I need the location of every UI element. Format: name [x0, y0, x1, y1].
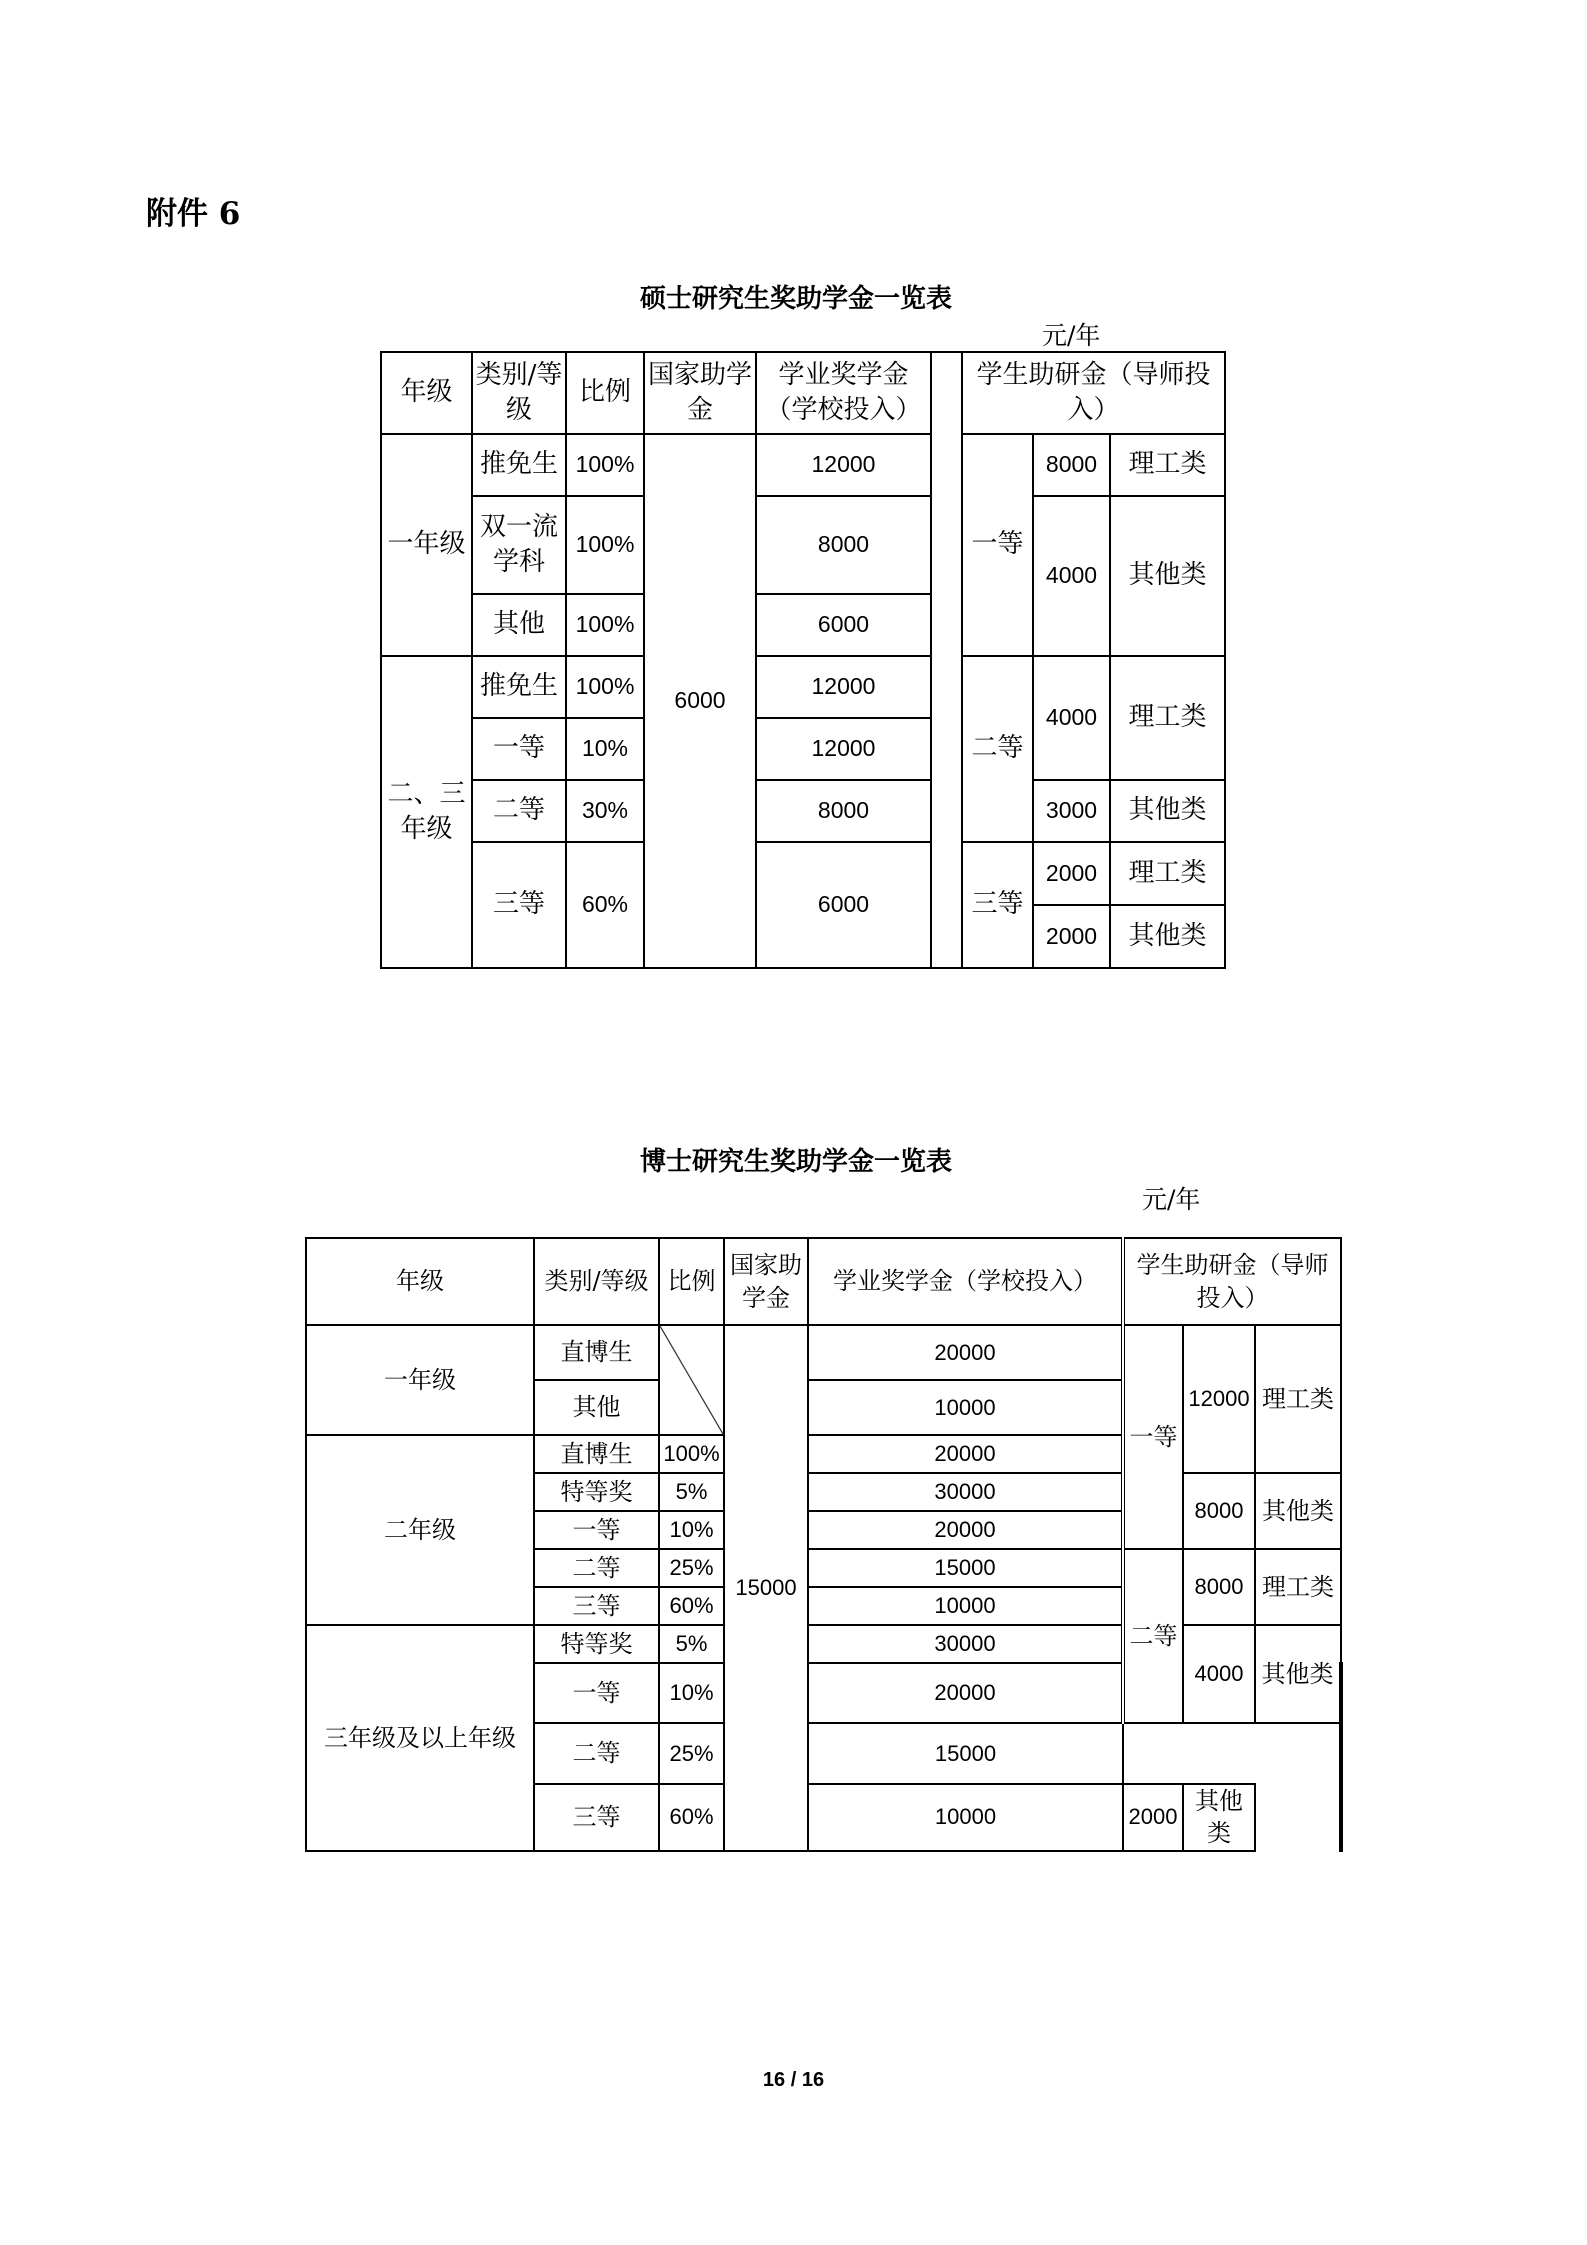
- phd-header-row: [306, 1238, 1341, 1325]
- category-cell: 三等: [534, 1784, 659, 1851]
- assistantship-type: 其他类: [1110, 496, 1225, 656]
- academic-cell: 12000: [756, 656, 931, 718]
- table-row: [381, 842, 1225, 968]
- header-grade: 年级: [306, 1238, 534, 1325]
- assistantship-type: 理工类: [1110, 656, 1225, 780]
- assistantship-type: 理工类: [1110, 843, 1224, 905]
- grade-group-label: 二、三年级: [381, 656, 472, 968]
- ratio-cell: 10%: [659, 1511, 724, 1549]
- academic-cell: 6000: [756, 594, 931, 656]
- assistantship-amount: 12000: [1183, 1325, 1255, 1473]
- assistantship-amount: 8000: [1183, 1549, 1255, 1625]
- ratio-cell: 10%: [566, 718, 644, 780]
- phd-table-title: 博士研究生奖助学金一览表: [639, 1147, 952, 1177]
- ratio-cell: 25%: [659, 1549, 724, 1587]
- category-cell: 二等: [534, 1549, 659, 1587]
- assistantship-amount: 2000: [1034, 905, 1110, 967]
- category-cell: 直博生: [534, 1435, 659, 1473]
- category-cell: 其他: [472, 594, 566, 656]
- assistantship-amount: 4000: [1183, 1625, 1255, 1723]
- table-row: [381, 434, 1225, 496]
- header-national-grant: 国家助学金: [724, 1238, 808, 1325]
- national-grant-cell: 15000: [724, 1325, 808, 1851]
- assistantship-split-cell: [1033, 842, 1225, 968]
- assistantship-amount: 4000: [1033, 656, 1110, 780]
- table-row: [1034, 843, 1224, 905]
- category-cell: 直博生: [534, 1325, 659, 1380]
- category-cell: 特等奖: [534, 1625, 659, 1663]
- header-academic-scholarship: 学业奖学金（学校投入）: [808, 1238, 1123, 1325]
- table-row: [381, 780, 1225, 842]
- category-cell: 二等: [534, 1723, 659, 1783]
- grade-group-label: 三年级及以上年级: [306, 1625, 534, 1851]
- assistantship-amount: 4000: [1033, 496, 1110, 656]
- grade-group-label: 一年级: [306, 1325, 534, 1435]
- ratio-cell: 10%: [659, 1663, 724, 1723]
- category-cell: 二等: [472, 780, 566, 842]
- national-grant-cell: 6000: [644, 434, 756, 968]
- ratio-not-applicable-cell: [659, 1325, 724, 1435]
- category-cell: 推免生: [472, 656, 566, 718]
- header-assistantship: 学生助研金（导师投入）: [962, 352, 1225, 434]
- ratio-cell: 100%: [566, 434, 644, 496]
- grade-group-label: 二年级: [306, 1435, 534, 1625]
- ratio-cell: 100%: [566, 656, 644, 718]
- assistantship-amount: 2000: [1123, 1784, 1183, 1851]
- assistantship-type: 其他类: [1110, 905, 1224, 967]
- academic-cell: 6000: [756, 842, 931, 968]
- academic-cell: 20000: [808, 1325, 1123, 1380]
- master-unit-label: 元/年: [1042, 321, 1101, 350]
- category-cell: 三等: [534, 1587, 659, 1625]
- ratio-cell: 60%: [566, 842, 644, 968]
- table-row: [381, 656, 1225, 718]
- ratio-cell: 100%: [566, 496, 644, 594]
- assistantship-type: 其他类: [1110, 780, 1225, 842]
- assistantship-amount: 8000: [1033, 434, 1110, 496]
- header-category: 类别/等级: [472, 352, 566, 434]
- academic-cell: 10000: [808, 1784, 1123, 1851]
- assistantship-type: 理工类: [1255, 1325, 1341, 1473]
- academic-cell: 8000: [756, 780, 931, 842]
- attachment-label: 附件 6: [146, 196, 241, 232]
- assistantship-subtable: [1034, 843, 1224, 967]
- header-category: 类别/等级: [534, 1238, 659, 1325]
- category-cell: 一等: [472, 718, 566, 780]
- ratio-cell: 100%: [659, 1435, 724, 1473]
- header-national-grant: 国家助学金: [644, 352, 756, 434]
- header-ratio: 比例: [566, 352, 644, 434]
- ratio-cell: 25%: [659, 1723, 724, 1783]
- ratio-cell: 100%: [566, 594, 644, 656]
- category-cell: 一等: [534, 1511, 659, 1549]
- ratio-cell: 60%: [659, 1784, 724, 1851]
- ratio-cell: 5%: [659, 1625, 724, 1663]
- academic-cell: 12000: [756, 434, 931, 496]
- header-grade: 年级: [381, 352, 472, 434]
- master-scholarship-table: [380, 351, 1226, 969]
- academic-cell: 10000: [808, 1380, 1123, 1435]
- assistantship-type: 其他类: [1255, 1625, 1341, 1723]
- academic-cell: 10000: [808, 1587, 1123, 1625]
- academic-cell: 20000: [808, 1435, 1123, 1473]
- academic-cell: 12000: [756, 718, 931, 780]
- assistantship-level: 一等: [962, 434, 1033, 656]
- assistantship-level: 三等: [962, 842, 1033, 968]
- ratio-cell: 60%: [659, 1587, 724, 1625]
- phd-unit-label: 元/年: [1142, 1185, 1201, 1214]
- assistantship-type: 其他类: [1183, 1784, 1255, 1851]
- academic-cell: 30000: [808, 1625, 1123, 1663]
- assistantship-amount: 3000: [1033, 780, 1110, 842]
- academic-cell: 15000: [808, 1549, 1123, 1587]
- ratio-cell: 30%: [566, 780, 644, 842]
- academic-cell: 8000: [756, 496, 931, 594]
- category-cell: 其他: [534, 1380, 659, 1435]
- table-row: [1034, 905, 1224, 967]
- category-cell: 推免生: [472, 434, 566, 496]
- ratio-cell: 5%: [659, 1473, 724, 1511]
- page-number: 16 / 16: [762, 2069, 825, 2091]
- master-header-row: [381, 352, 1225, 434]
- assistantship-amount: 2000: [1034, 843, 1110, 905]
- category-cell: 双一流学科: [472, 496, 566, 594]
- column-gap: [931, 352, 962, 968]
- assistantship-type: 理工类: [1255, 1549, 1341, 1625]
- assistantship-amount: 8000: [1183, 1473, 1255, 1549]
- table-row: [381, 496, 1225, 594]
- header-assistantship: 学生助研金（导师投入）: [1123, 1238, 1341, 1325]
- academic-cell: 30000: [808, 1473, 1123, 1511]
- master-table-title: 硕士研究生奖助学金一览表: [639, 284, 952, 314]
- assistantship-type: 理工类: [1110, 434, 1225, 496]
- assistantship-level: 一等: [1123, 1325, 1183, 1549]
- header-academic-scholarship: 学业奖学金（学校投入）: [756, 352, 931, 434]
- table-row: [306, 1625, 1341, 1663]
- assistantship-level: 二等: [962, 656, 1033, 842]
- academic-cell: 20000: [808, 1511, 1123, 1549]
- assistantship-level: 二等: [1123, 1549, 1183, 1723]
- category-cell: 一等: [534, 1663, 659, 1723]
- category-cell: 特等奖: [534, 1473, 659, 1511]
- grade-group-label: 一年级: [381, 434, 472, 656]
- category-cell: 三等: [472, 842, 566, 968]
- assistantship-type: 其他类: [1255, 1473, 1341, 1549]
- academic-cell: 20000: [808, 1663, 1123, 1723]
- header-ratio: 比例: [659, 1238, 724, 1325]
- table-row: [306, 1325, 1341, 1380]
- phd-scholarship-table: [305, 1237, 1342, 1852]
- academic-cell: 15000: [808, 1723, 1123, 1783]
